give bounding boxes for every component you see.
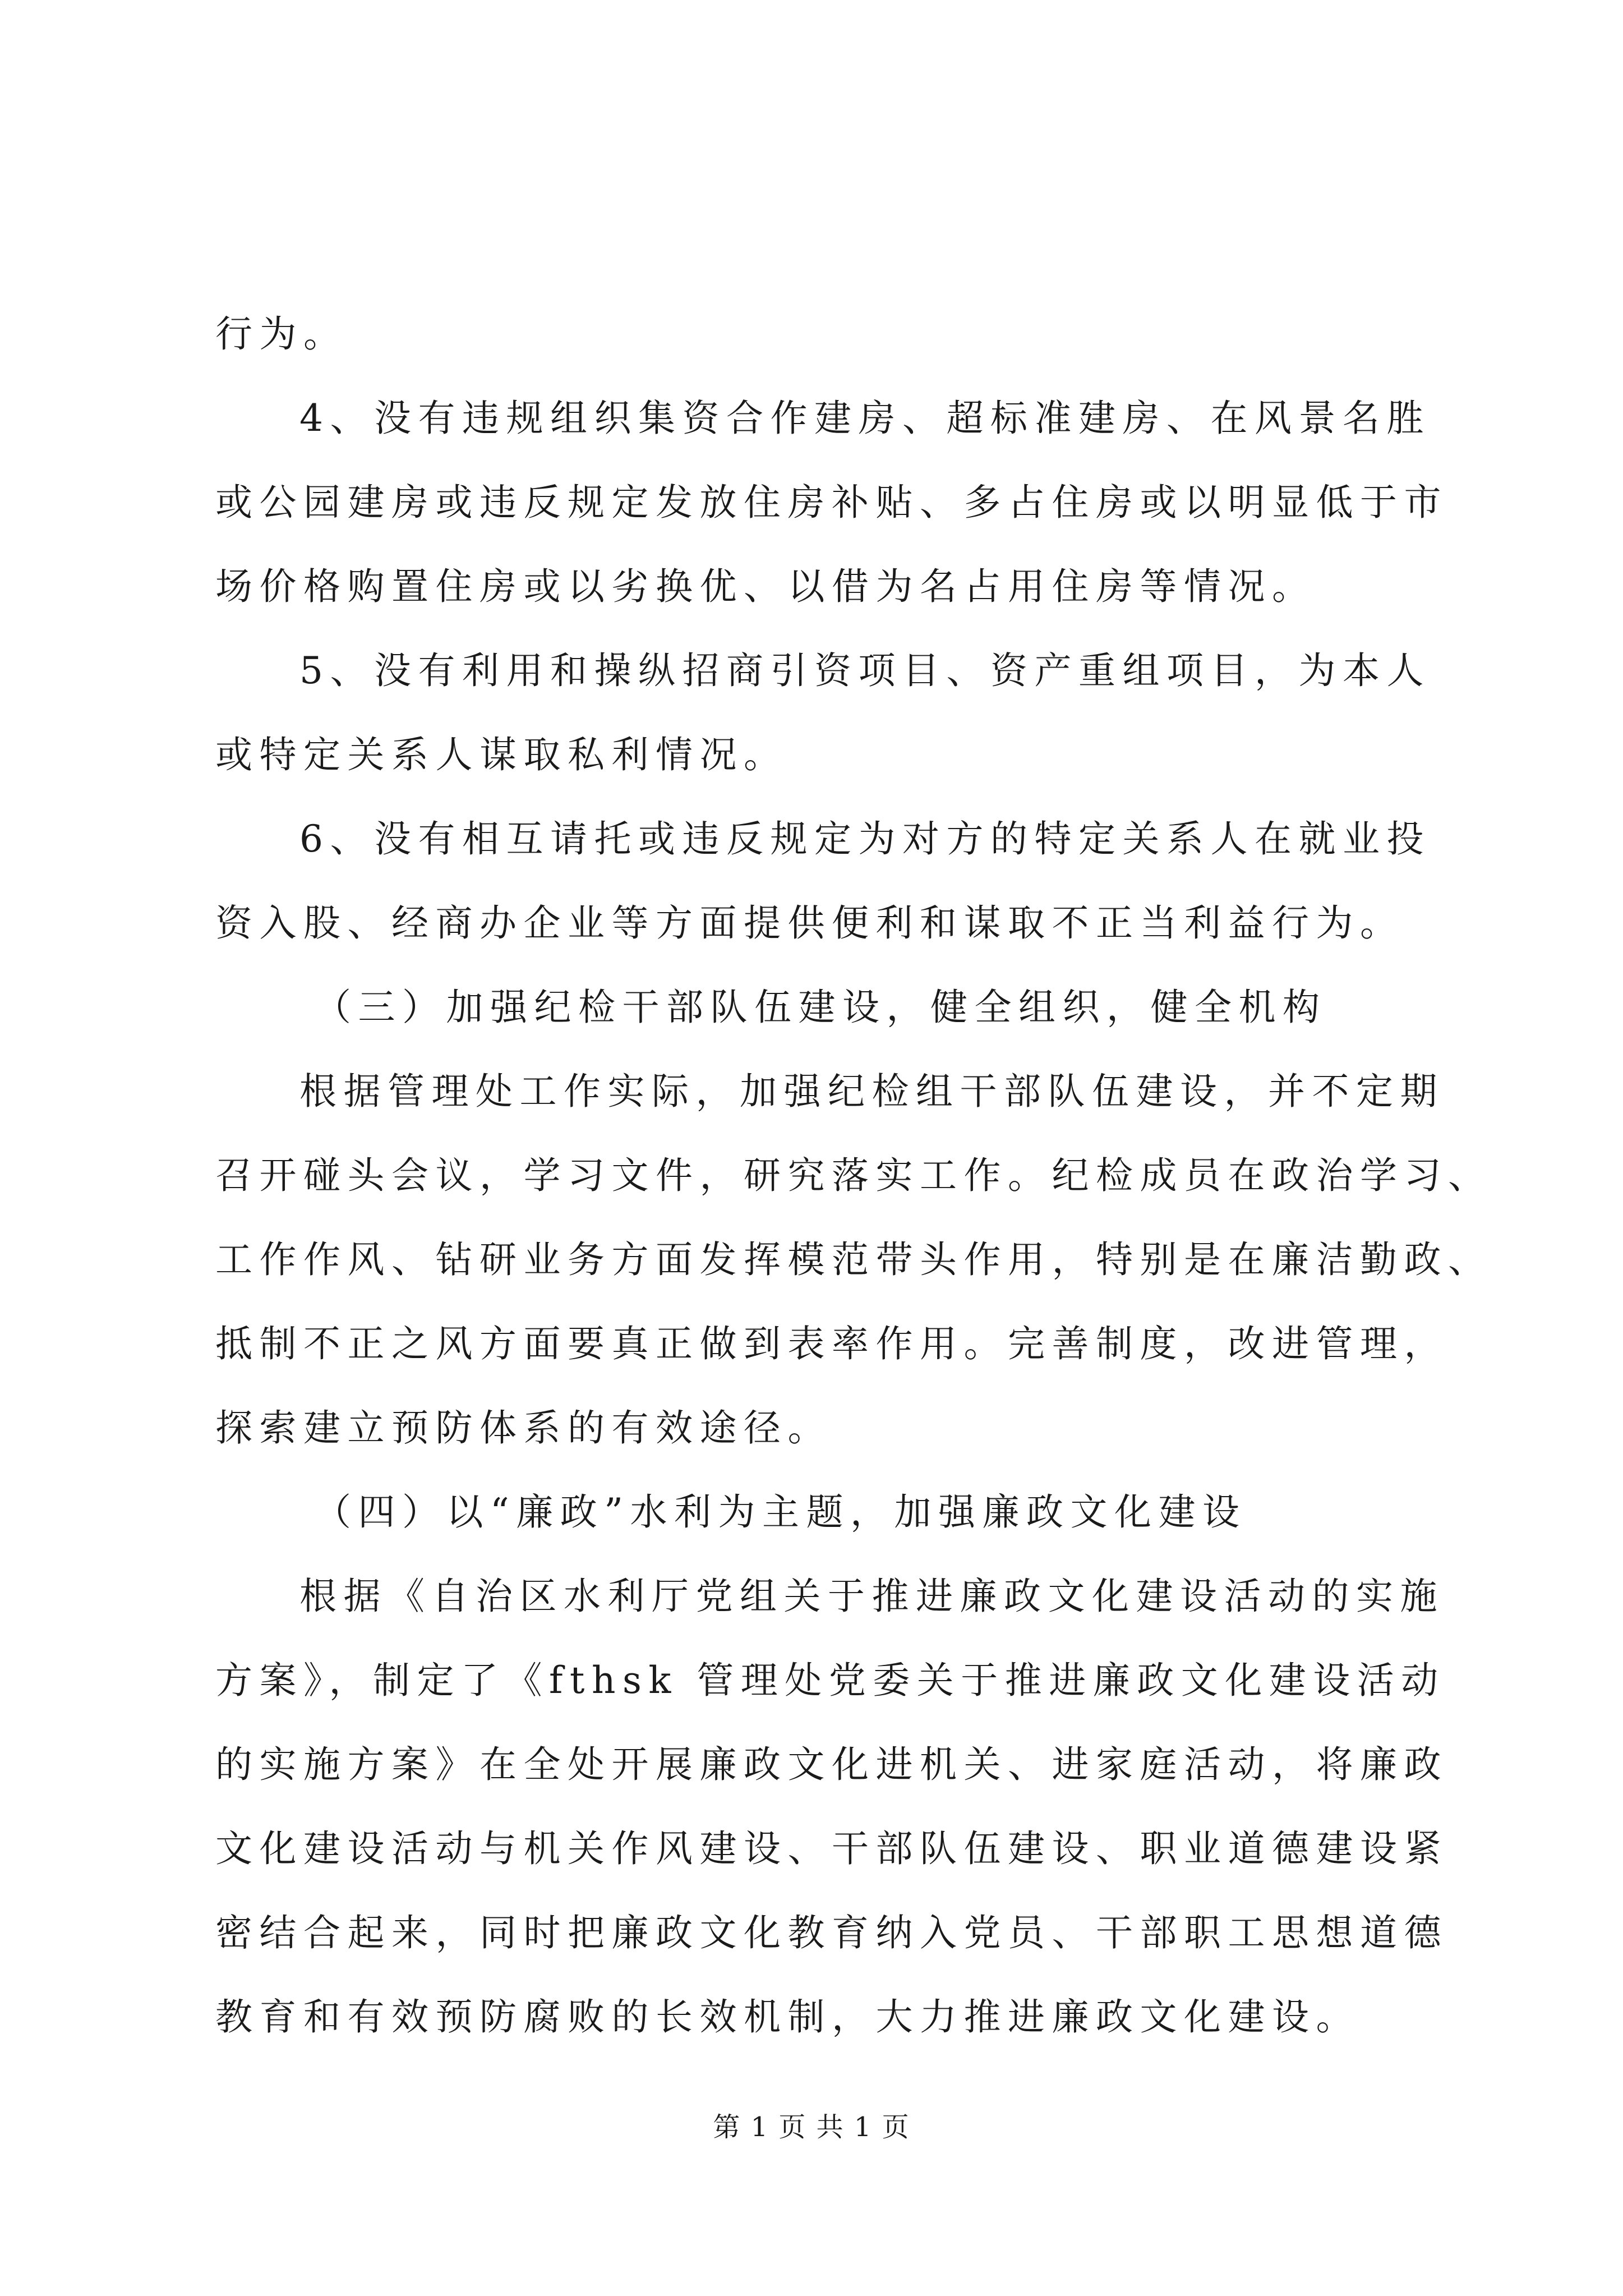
text-line: 6、没有相互请托或违反规定为对方的特定关系人在就业投: [299, 817, 1431, 861]
text-line: 行为。: [215, 312, 348, 356]
text-line: 场价格购置住房或以劣换优、以借为名占用住房等情况。: [215, 565, 1316, 608]
section-heading: （四）以“廉政”水利为主题，加强廉政文化建设: [314, 1490, 1247, 1534]
text-line: 4、没有违规组织集资合作建房、超标准建房、在风景名胜: [299, 397, 1431, 440]
text-line: 工作作风、钻研业务方面发挥模范带头作用，特别是在廉洁勤政、: [215, 1238, 1492, 1281]
text-line: 方案》，制定了《fthsk 管理处党委关于推进廉政文化建设活动: [215, 1659, 1445, 1702]
text-line: 或特定关系人谋取私利情况。: [215, 733, 788, 776]
text-line: 探索建立预防体系的有效途径。: [215, 1406, 832, 1450]
text-line: 资入股、经商办企业等方面提供便利和谋取不正当利益行为。: [215, 901, 1404, 945]
section-heading: （三）加强纪检干部队伍建设，健全组织，健全机构: [314, 986, 1327, 1029]
text-line: 教育和有效预防腐败的长效机制，大力推进廉政文化建设。: [215, 1995, 1360, 2039]
text-line: 5、没有利用和操纵招商引资项目、资产重组项目，为本人: [299, 649, 1431, 692]
page-number-footer: 第 1 页 共 1 页: [713, 2111, 910, 2143]
text-line: 文化建设活动与机关作风建设、干部队伍建设、职业道德建设紧: [215, 1827, 1448, 1870]
text-line: 根据管理处工作实际，加强纪检组干部队伍建设，并不定期: [299, 1070, 1444, 1113]
text-line: 密结合起来，同时把廉政文化教育纳入党员、干部职工思想道德: [215, 1911, 1448, 1954]
text-line: 的实施方案》在全处开展廉政文化进机关、进家庭活动，将廉政: [215, 1743, 1448, 1786]
text-line: 根据《自治区水利厅党组关于推进廉政文化建设活动的实施: [299, 1575, 1444, 1618]
text-line: 召开碰头会议，学习文件，研究落实工作。纪检成员在政治学习、: [215, 1154, 1492, 1197]
text-line: 或公园建房或违反规定发放住房补贴、多占住房或以明显低于市: [215, 481, 1448, 524]
text-line: 抵制不正之风方面要真正做到表率作用。完善制度，改进管理，: [215, 1322, 1448, 1365]
